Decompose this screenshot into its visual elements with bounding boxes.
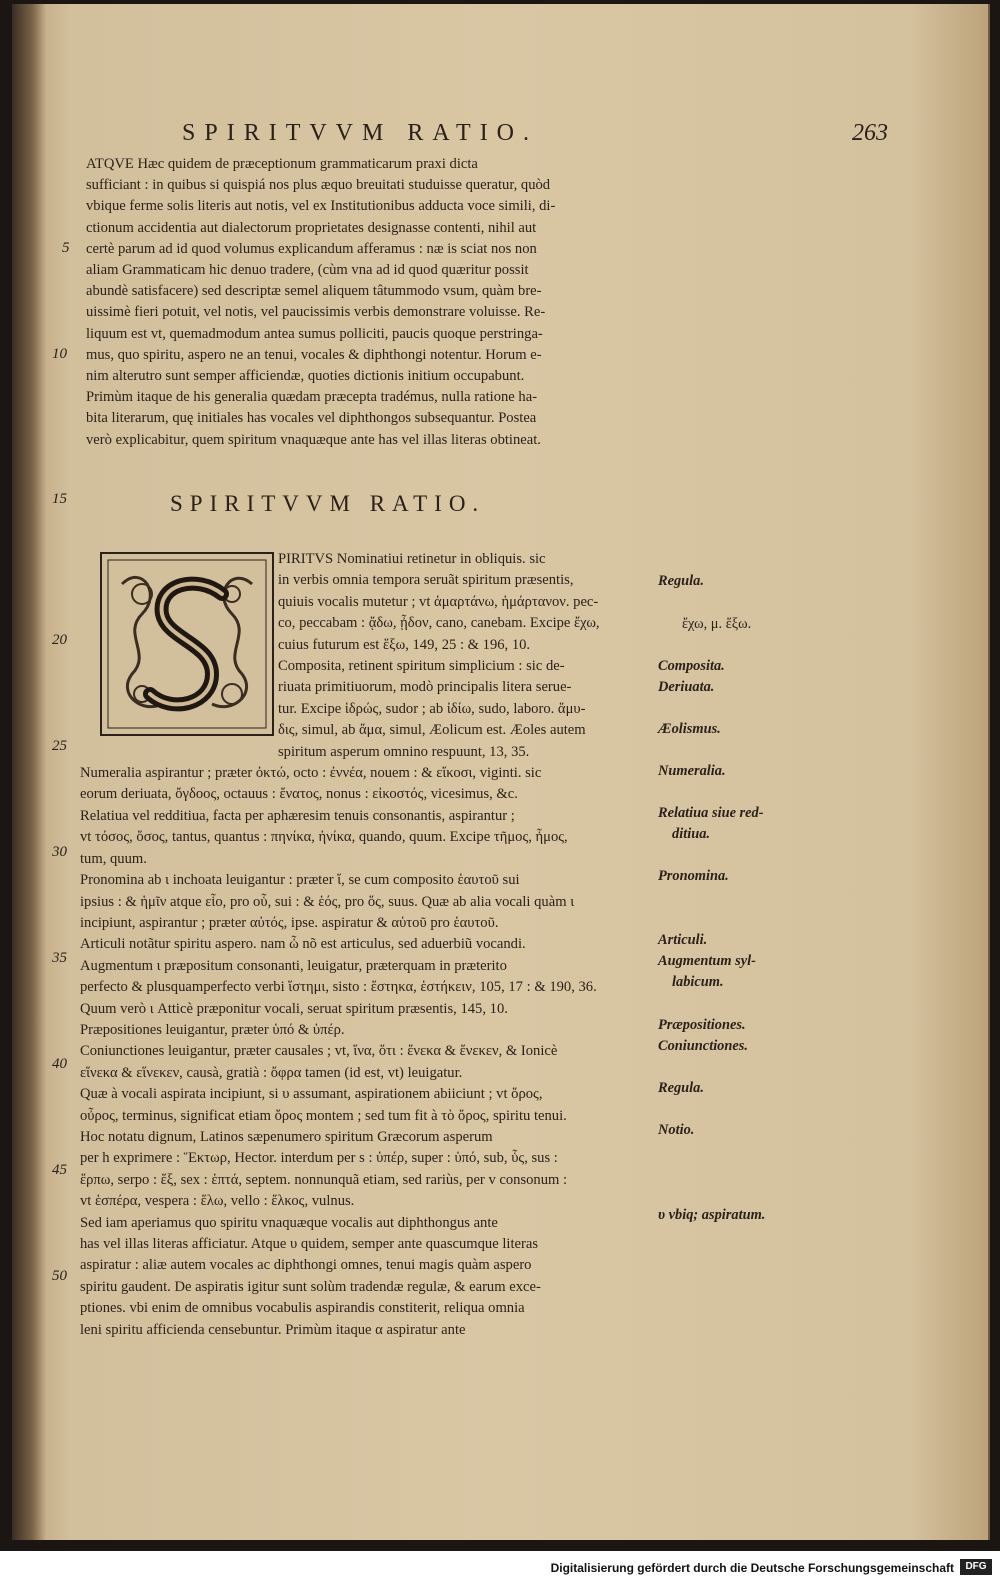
text-line: Quum verò ι Atticè præponitur vocali, seruat spiritum præsentis, 145, 10. <box>80 1000 508 1017</box>
text-line: has vel illas literas afficiatur. Atque υ quidem, semper ante quascumque literas <box>80 1236 539 1252</box>
margin-note: Regula. <box>658 1080 704 1096</box>
text-line: ipsius : & ἡμῖν atque εἷο, pro οὗ, sui : & ἑός, pro ὅς, suus. Quæ ab alia vocali quàm ι <box>80 893 575 910</box>
text-line: ἕρπω, serpo : ἕξ, sex : ἑπτά, septem. nonnunquã etiam, sed rariùs, per v consonum : <box>80 1171 568 1188</box>
text-line: per h exprimere : Ἕκτωρ, Hector. interdum per s : ὑπέρ, super : ὑπό, sub, ὗς, sus : <box>80 1150 558 1167</box>
margin-note: ditiua. <box>672 826 710 842</box>
text-line: Hoc notatu dignum, Latinos sæpenumero spiritum Græcorum asperum <box>80 1128 493 1145</box>
text-line: quiuis vocalis mutetur ; vt ἁμαρτάνω, ἡμάρτανον. pec- <box>278 593 599 610</box>
line-number: 25 <box>52 738 67 754</box>
text-line: Quæ à vocali aspirata incipiunt, si υ assumant, aspirationem abiiciunt ; vt ὅρος, <box>80 1086 543 1103</box>
text-line: Pronomina ab ι inchoata leuigantur : præter ἵ, se cum composito ἑαυτοῦ sui <box>80 872 520 889</box>
text-line: in verbis omnia tempora seruãt spiritum præsentis, <box>278 572 574 589</box>
text-line: tum, quum. <box>80 850 147 867</box>
text-line: riuata primitiuorum, modò principalis litera serue- <box>278 679 572 696</box>
line-number: 5 <box>62 240 70 256</box>
text-line: certè parum ad id quod volumus explicandum afferamus : næ is sciat nos non <box>86 240 537 257</box>
dfg-logo: DFG <box>960 1559 992 1575</box>
text-line: vbique ferme solis literis aut notis, vel ex Institutionibus adducta voce simili, di- <box>86 198 556 215</box>
text-line: PIRITVS Nominatiui retinetur in obliquis. sic <box>278 551 546 567</box>
line-number: 15 <box>52 491 67 507</box>
margin-note: Pronomina. <box>658 868 729 884</box>
margin-note: Deriuata. <box>658 679 715 695</box>
text-line: eorum deriuata, ὄγδοος, octauus : ἔνατος, nonus : εἰκοστός, vicesimus, &c. <box>80 786 518 803</box>
text-line: sufficiant : in quibus si quispiá nos plus æquo breuitati studuisse queratur, quòd <box>86 177 551 194</box>
text-line: co, peccabam : ᾄδω, ᾖδον, cano, canebam. Excipe ἔχω, <box>278 615 600 632</box>
text-line: Primùm itaque de his generalia quædam præcepta tradémus, nulla ratione ha- <box>86 389 538 406</box>
line-number: 45 <box>52 1162 67 1178</box>
text-line: Relatiua vel redditiua, facta per aphæresim tenuis consonantis, aspirantur ; <box>80 807 515 824</box>
text-line: Numeralia aspirantur ; præter ὀκτώ, octo : ἐννέα, nouem : & εἴκοσι, viginti. sic <box>80 765 542 782</box>
text-line: nim alterutro sunt semper afficiendæ, quoties dictionis initium occupabunt. <box>86 368 525 385</box>
margin-note: Articuli. <box>658 932 708 948</box>
book-page <box>12 4 990 1540</box>
margin-note: Augmentum syl- <box>658 953 756 969</box>
text-line: οὖρος, terminus, significat etiam ὄρος montem ; sed tum fit à τὸ ὄρος, spiritu tenui. <box>80 1107 567 1124</box>
text-line: perfecto & plusquamperfecto verbi ἵστημι, sisto : ἕστηκα, ἑστήκειν, 105, 17 : & 190, 36. <box>80 979 597 996</box>
line-number: 20 <box>52 632 67 648</box>
margin-note: Præpositiones. <box>658 1017 746 1033</box>
line-number: 35 <box>52 950 67 966</box>
text-line: Sed iam aperiamus quo spiritu vnaquæque vocalis aut diphthongus ante <box>80 1214 498 1231</box>
section-heading: SPIRITVVM RATIO. <box>170 491 486 516</box>
text-line: abundè satisfacere) sed descriptæ semel aliquem tâtummodo vsum, quàm bre- <box>86 283 542 300</box>
margin-note: Numeralia. <box>658 763 726 779</box>
text-line: Præpositiones leuigantur, præter ὑπό & ὑπέρ. <box>80 1021 345 1038</box>
footer-bar <box>0 1551 1000 1584</box>
text-line: Augmentum ι præpositum consonanti, leuigatur, præterquam in præterito <box>80 957 507 974</box>
line-number: 10 <box>52 346 67 362</box>
text-line: aspiratur : aliæ autem vocales ac diphthongi omnes, tenui magis quàm aspero <box>80 1257 532 1274</box>
text-line: aliam Grammaticam hic denuo tradere, (cùm vna ad id quod quæritur possit <box>86 262 529 279</box>
margin-note: ἔχω, μ. ἕξω. <box>682 616 752 632</box>
text-line: ptiones. vbi enim de omnibus vocabulis aspirandis constiterit, reliqua omnia <box>80 1300 525 1317</box>
text-line: leni spiritu afficienda censebuntur. Primùm itaque α aspiratur ante <box>80 1321 466 1338</box>
text-line: verò explicabitur, quem spiritum vnaquæque ante has vel illas literas obtineat. <box>86 431 541 448</box>
text-line: εἵνεκα & εἵνεκεν, causà, gratià : ὄφρα tamen (id est, vt) leuigatur. <box>80 1064 463 1081</box>
text-line: tur. Excipe ἱδρώς, sudor ; ab ἰδίω, sudo, laboro. ἅμυ- <box>278 700 586 717</box>
text-line: incipiunt, aspirantur ; præter αὐτός, ipse. aspiratur & αὑτοῦ pro ἑαυτοῦ. <box>80 914 499 931</box>
page-number: 263 <box>852 120 888 146</box>
page-gutter-shadow <box>12 4 46 1540</box>
text-line: Coniunctiones leuigantur, præter causales ; vt, ἵνα, ὅτι : ἕνεκα & ἕνεκεν, & Ionicè <box>80 1043 558 1060</box>
text-line: vt τόσος, ὅσος, tantus, quantus : πηνίκα, ἡνίκα, quando, quum. Excipe τῆμος, ἦμος, <box>80 829 568 846</box>
text-line: vt ἑσπέρα, vespera : ἕλω, vello : ἕλκος, vulnus. <box>80 1193 355 1210</box>
text-line: spiritu gaudent. De aspiratis igitur sunt solùm tradendæ regulæ, & earum exce- <box>80 1278 541 1295</box>
text-line: cuius futurum est ἕξω, 149, 25 : & 196, 10. <box>278 636 531 653</box>
text-line: mus, quo spiritu, aspero ne an tenui, vocales & diphthongi notentur. Horum e- <box>86 346 542 363</box>
running-head: SPIRITVVM RATIO. <box>182 120 539 146</box>
text-line: liquum est vt, quemadmodum antea sumus polliciti, paucis quoque perstringa- <box>86 325 543 342</box>
margin-note: Composita. <box>658 658 725 674</box>
margin-note: labicum. <box>672 974 724 990</box>
line-number: 50 <box>52 1268 67 1284</box>
funding-credit: Digitalisierung gefördert durch die Deutsche Forschungsgemeinschaft <box>550 1561 954 1575</box>
text-line: spiritum asperum omnino respuunt, 13, 35. <box>278 743 530 760</box>
margin-note: υ vbiq; aspiratum. <box>658 1207 766 1223</box>
main-text <box>80 549 698 1341</box>
text-line: ctionum accidentia aut dialectorum proprietates designasse contenti, nihil aut <box>86 219 537 236</box>
margin-note: Æolismus. <box>658 721 721 737</box>
text-line: Composita, retinent spiritum simplicium : sic de- <box>278 658 565 675</box>
text-line: bita literarum, quę initiales has vocales vel diphthongos subsequantur. Postea <box>86 410 537 427</box>
intro-paragraph <box>86 154 696 451</box>
line-number: 30 <box>52 844 67 860</box>
margin-note: Regula. <box>658 573 704 589</box>
text-line: δις, simul, ab ἅμα, simul, Æolicum est. Æoles autem <box>278 722 586 739</box>
margin-note: Relatiua siue red- <box>658 805 764 821</box>
margin-note: Notio. <box>658 1122 695 1138</box>
line-number: 40 <box>52 1056 67 1072</box>
text-line: Articuli notãtur spiritu aspero. nam ὦ nõ est articulus, sed aduerbiũ vocandi. <box>80 936 526 953</box>
text-line: ATQVE Hæc quidem de præceptionum grammaticarum praxi dicta <box>86 156 478 172</box>
text-line: uissimè fieri potuit, vel notis, vel paucissimis verbis demonstrare voluisse. Re- <box>86 304 546 321</box>
margin-note: Coniunctiones. <box>658 1038 748 1054</box>
